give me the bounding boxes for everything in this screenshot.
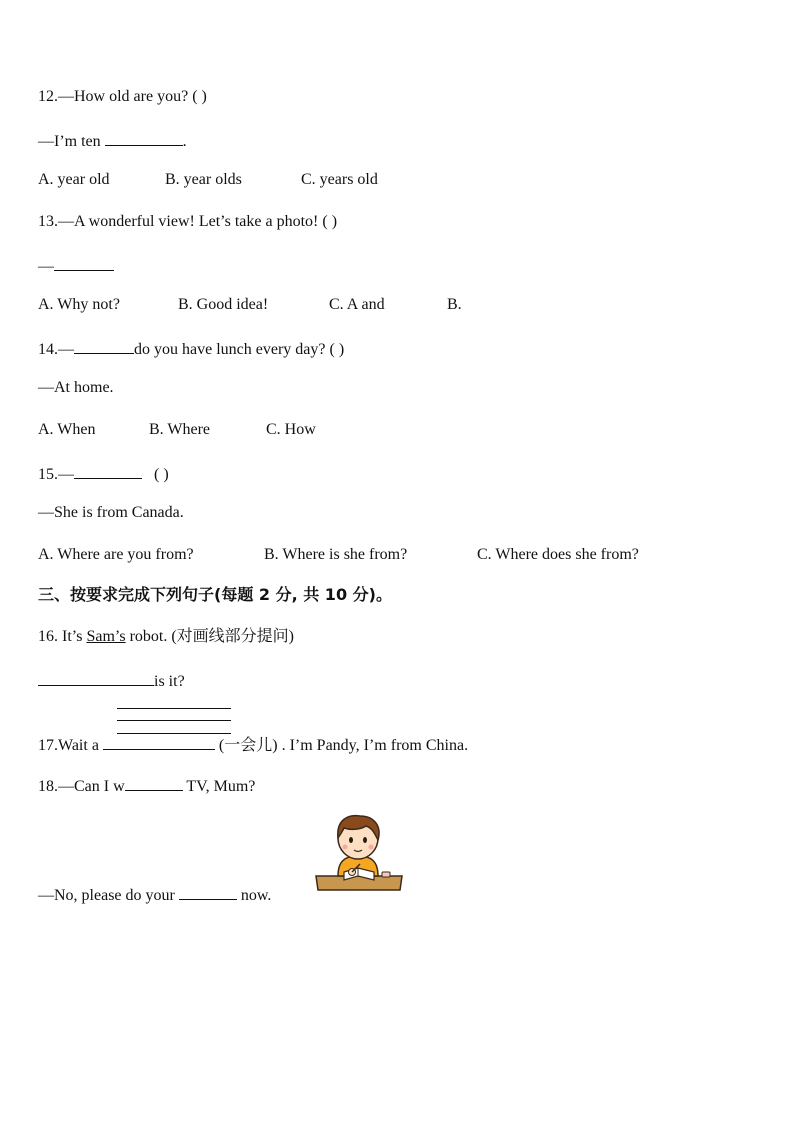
q16-answer-blank[interactable]: [38, 669, 154, 686]
q15-answer: —She is from Canada.: [38, 504, 184, 521]
q15-question-suffix: ( ): [154, 466, 169, 483]
q18-question-prefix: 18.—Can I w: [38, 778, 125, 795]
q16-answer: [38, 669, 185, 692]
q12-option-b: B. year olds: [165, 171, 242, 188]
q16-question: [38, 627, 294, 647]
q17-extra-line-1: [117, 708, 231, 709]
q14-option-a: A. When: [38, 421, 96, 438]
q15-question-prefix: 15.—: [38, 466, 74, 483]
q14-question: [38, 337, 344, 360]
q18-answer-prefix: —No, please do your: [38, 887, 179, 904]
section-3-heading: 三、按要求完成下列句子(每题 2 分, 共 10 分)。: [38, 585, 392, 604]
q13-answer-blank[interactable]: [54, 254, 114, 271]
q12-option-c: C. years old: [301, 171, 378, 188]
q16-prefix: 16. It’s: [38, 628, 87, 645]
q13-answer-prefix: —: [38, 258, 54, 275]
q12-answer: [38, 129, 187, 152]
q13-option-b: B. Good idea!: [178, 296, 269, 313]
q18-answer-blank[interactable]: [179, 883, 237, 900]
q17-extra-line-2: [117, 720, 231, 721]
q13-question: 13.—A wonderful view! Let’s take a photo! ( ): [38, 213, 338, 230]
q14-option-b: B. Where: [149, 421, 211, 438]
q15-question-blank[interactable]: [74, 462, 142, 479]
q13-option-c: C. A and: [329, 296, 385, 313]
q14-answer: —At home.: [38, 379, 114, 396]
q18-question: [38, 774, 255, 797]
boy-doing-homework-icon: [314, 810, 404, 900]
q12-answer-blank[interactable]: [105, 129, 183, 146]
q13-answer: [38, 254, 114, 277]
q18-answer-suffix: now.: [236, 887, 272, 904]
q16-underlined-word: Sam’s: [86, 628, 126, 645]
q14-question-blank[interactable]: [74, 337, 134, 354]
q14-question-prefix: 14.—: [38, 341, 74, 358]
q15-option-a: A. Where are you from?: [38, 546, 194, 563]
q14-option-c: C. How: [266, 421, 316, 438]
q16-answer-suffix: is it?: [154, 673, 185, 690]
q13-option-d: B.: [447, 296, 462, 313]
q14-question-suffix: do you have lunch every day? ( ): [134, 341, 345, 358]
q17-answer-blank[interactable]: [103, 733, 215, 750]
q18-question-blank[interactable]: [125, 774, 183, 791]
q15-option-b: B. Where is she from?: [264, 546, 408, 563]
q18-question-suffix: TV, Mum?: [182, 778, 256, 795]
q17-suffix: (一会儿) . I’m Pandy, I’m from China.: [214, 737, 469, 754]
q15-option-c: C. Where does she from?: [477, 546, 639, 563]
q12-answer-suffix: .: [182, 133, 187, 150]
q12-option-a: A. year old: [38, 171, 110, 188]
q18-answer: [38, 883, 271, 906]
q12-answer-prefix: —I’m ten: [38, 133, 105, 150]
q17-question: [38, 733, 468, 756]
q12-question: 12.—How old are you? ( ): [38, 88, 207, 105]
q16-suffix: robot. (对画线部分提问): [125, 628, 295, 645]
q13-option-a: A. Why not?: [38, 296, 120, 313]
q15-question: [38, 462, 169, 485]
q17-prefix: 17.Wait a: [38, 737, 103, 754]
